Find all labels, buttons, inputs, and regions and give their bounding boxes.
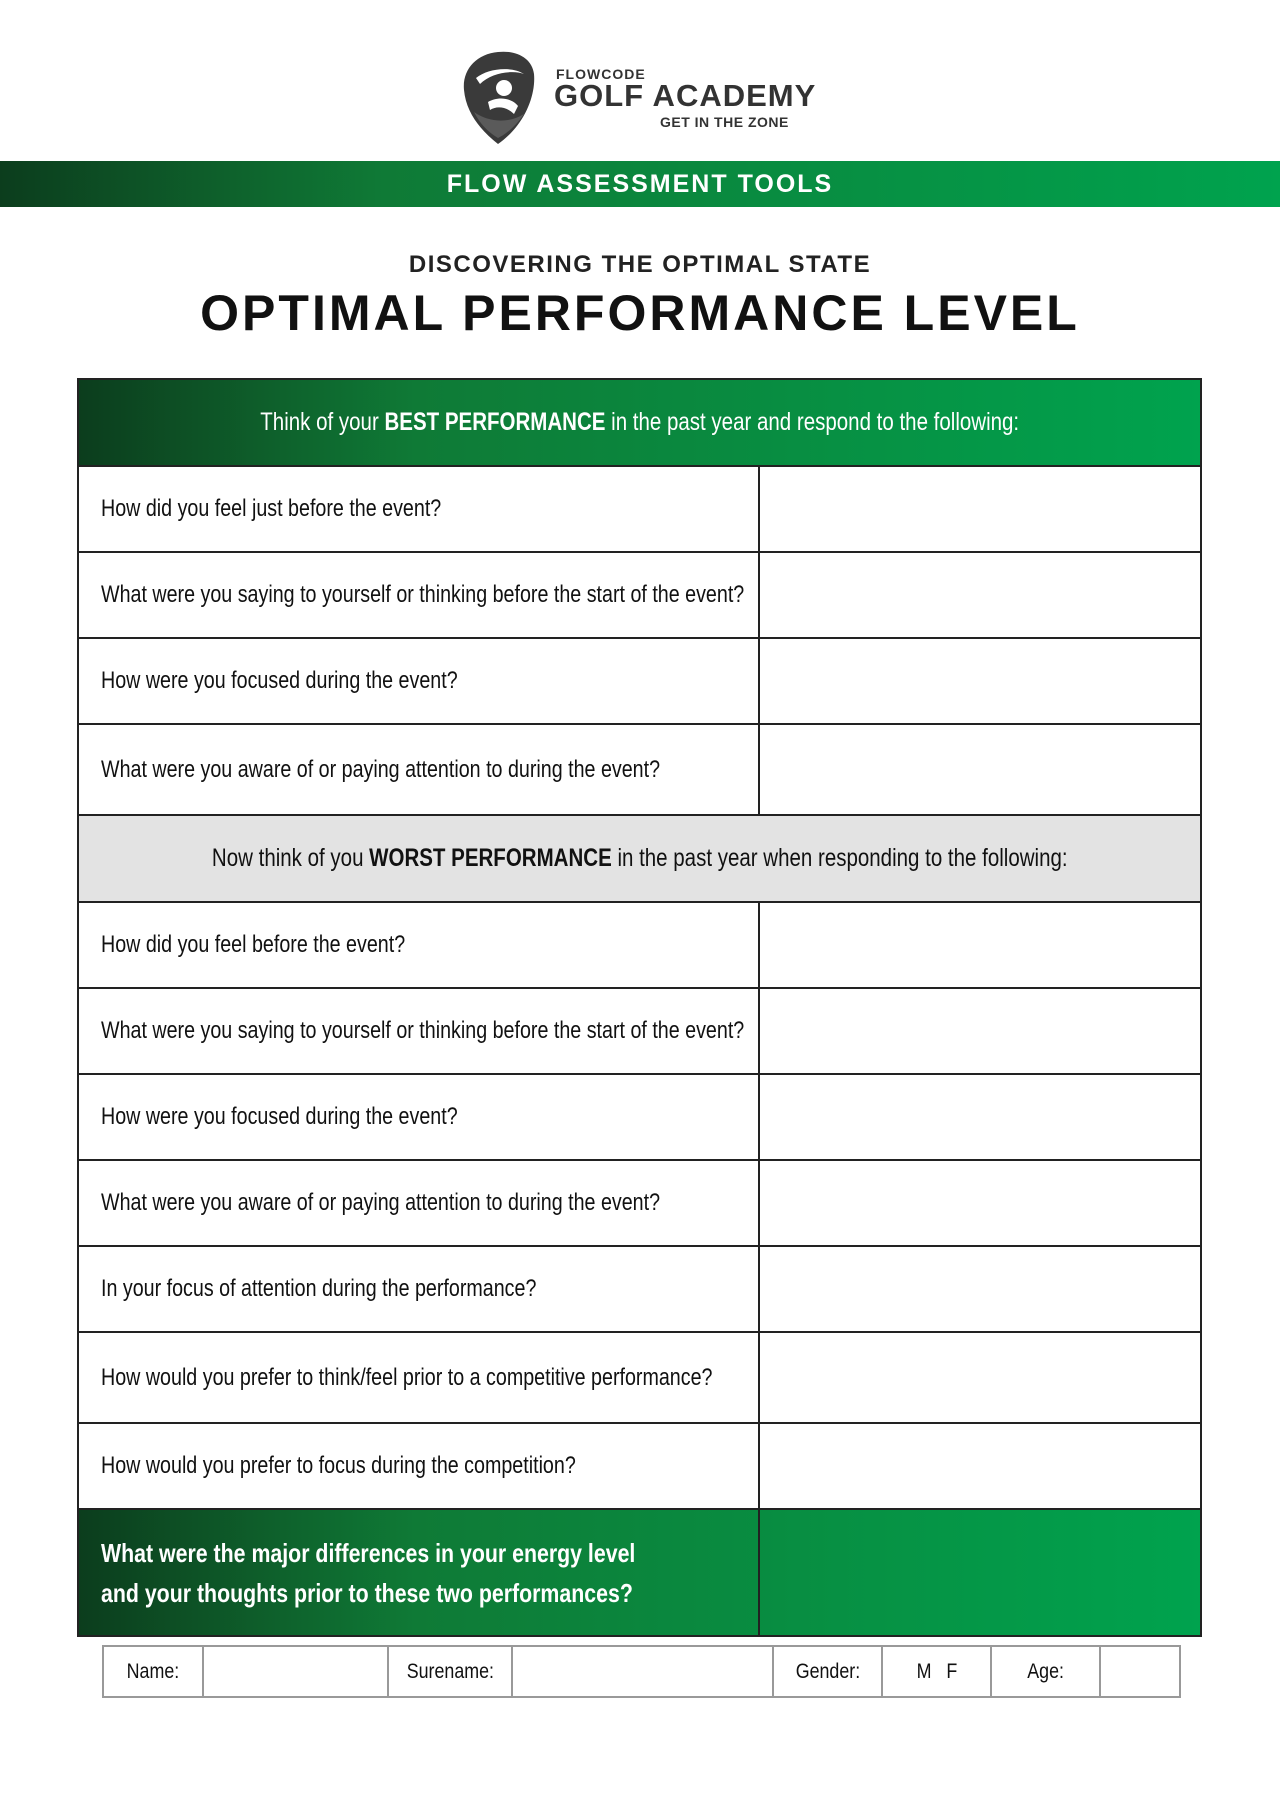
golfer-shield-icon — [458, 48, 538, 148]
final-question-line2: and your thoughts prior to these two performances? — [101, 1577, 633, 1608]
worst-banner-emphasis: WORST PERFORMANCE — [368, 844, 612, 872]
question-label: How did you feel just before the event? — [79, 467, 760, 551]
band-title: FLOW ASSESSMENT TOOLS — [446, 169, 834, 198]
surname-label: Surename: — [389, 1647, 513, 1696]
question-row — [79, 1424, 1200, 1510]
answer-cell[interactable] — [760, 903, 1200, 987]
brand-tagline: GET IN THE ZONE — [660, 114, 789, 130]
question-label: What were you aware of or paying attention to during the event? — [79, 725, 760, 814]
answer-cell[interactable] — [760, 1247, 1200, 1331]
answer-cell[interactable] — [760, 989, 1200, 1073]
answer-cell[interactable] — [760, 553, 1200, 637]
gender-label: Gender: — [774, 1647, 883, 1696]
age-label: Age: — [992, 1647, 1101, 1696]
name-field[interactable] — [204, 1647, 389, 1696]
question-label: What were you aware of or paying attention to during the event? — [79, 1161, 760, 1245]
final-question-label — [79, 1510, 760, 1635]
participant-details — [102, 1645, 1181, 1698]
final-question-line1: What were the major differences in your energy level — [101, 1537, 636, 1568]
question-row — [79, 639, 1200, 725]
brand-name: GOLF ACADEMY — [554, 78, 817, 113]
page-title: OPTIMAL PERFORMANCE LEVEL — [200, 285, 1080, 341]
question-label: What were you saying to yourself or thinking before the start of the event? — [79, 989, 760, 1073]
question-label: How were you focused during the event? — [79, 639, 760, 723]
question-row — [79, 1075, 1200, 1161]
answer-cell[interactable] — [760, 467, 1200, 551]
final-answer-cell[interactable] — [760, 1510, 1200, 1635]
page-subheading: DISCOVERING THE OPTIMAL STATE — [408, 251, 872, 278]
age-field[interactable] — [1101, 1647, 1179, 1696]
answer-cell[interactable] — [760, 639, 1200, 723]
answer-cell[interactable] — [760, 1333, 1200, 1422]
question-row — [79, 725, 1200, 816]
best-banner-suffix: in the past year and respond to the following: — [605, 408, 1019, 436]
question-row — [79, 467, 1200, 553]
answer-cell[interactable] — [760, 725, 1200, 814]
question-label: How would you prefer to think/feel prior to a competitive performance? — [79, 1333, 760, 1422]
best-banner-prefix: Think of your — [260, 408, 385, 436]
worst-banner-suffix: in the past year when responding to the following: — [611, 844, 1068, 872]
question-label: In your focus of attention during the performance? — [79, 1247, 760, 1331]
surname-field[interactable] — [513, 1647, 774, 1696]
final-question-row — [79, 1510, 1200, 1635]
question-label: How would you prefer to focus during the competition? — [79, 1424, 760, 1508]
academy-logo — [458, 48, 818, 148]
best-performance-banner — [79, 380, 1200, 467]
question-label: What were you saying to yourself or thinking before the start of the event? — [79, 553, 760, 637]
question-row — [79, 1247, 1200, 1333]
gender-options[interactable]: M F — [883, 1647, 992, 1696]
worst-banner-prefix: Now think of you — [211, 844, 369, 872]
question-label: How were you focused during the event? — [79, 1075, 760, 1159]
answer-cell[interactable] — [760, 1075, 1200, 1159]
name-label: Name: — [104, 1647, 204, 1696]
question-row — [79, 1333, 1200, 1424]
question-row — [79, 903, 1200, 989]
answer-cell[interactable] — [760, 1161, 1200, 1245]
question-label: How did you feel before the event? — [79, 903, 760, 987]
questionnaire-table — [77, 378, 1202, 1637]
worst-performance-banner — [79, 816, 1200, 903]
question-row — [79, 1161, 1200, 1247]
brand-prefix: FLOWCODE — [556, 66, 646, 82]
section-band — [0, 161, 1280, 207]
best-banner-emphasis: BEST PERFORMANCE — [384, 408, 606, 436]
answer-cell[interactable] — [760, 1424, 1200, 1508]
question-row — [79, 553, 1200, 639]
question-row — [79, 989, 1200, 1075]
